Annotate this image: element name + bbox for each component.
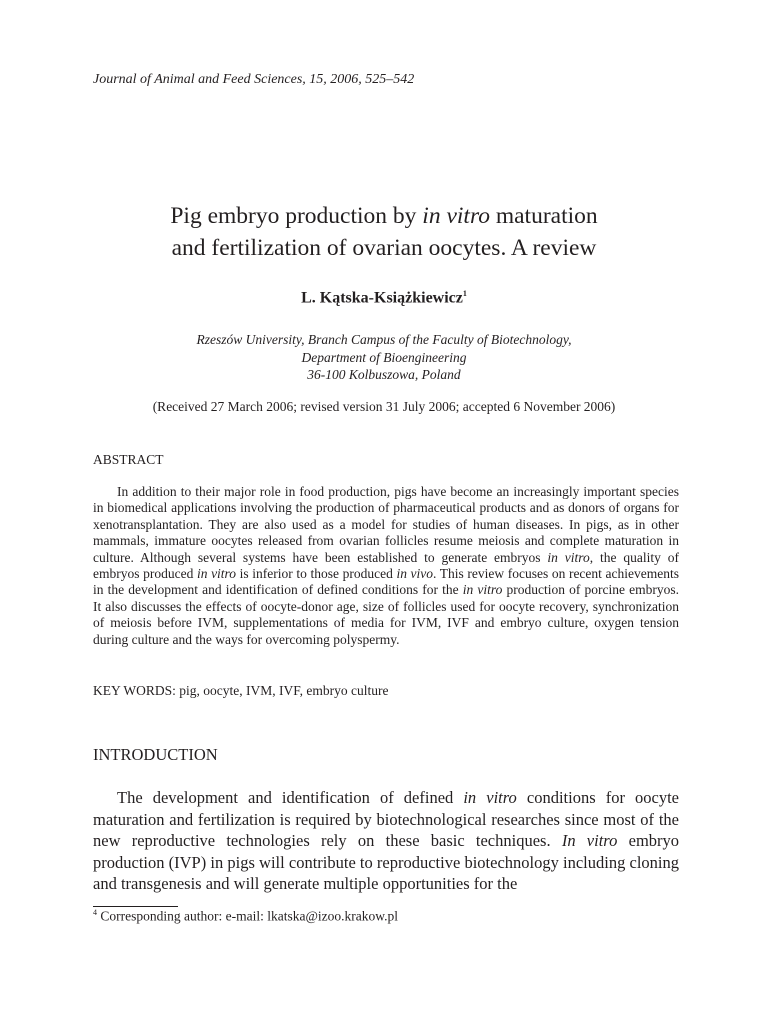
affiliation-line: Department of Bioengineering <box>301 349 467 365</box>
affiliation <box>0 331 768 384</box>
introduction-heading: INTRODUCTION <box>93 745 218 764</box>
intro-italic: In vitro <box>561 831 618 850</box>
author-name: L. Kątska-Książkiewicz <box>301 289 463 307</box>
title-line-1 <box>0 200 768 232</box>
abstract-italic: in vitro <box>196 566 237 582</box>
affiliation-line: Rzeszów University, Branch Campus of the Faculty of Biotechnology, <box>196 332 572 347</box>
affiliation-line: 36-100 Kolbuszowa, Poland <box>307 367 461 382</box>
abstract-text: . This review focuses on recent achievements in the development and identification of defined conditions for the <box>93 566 679 598</box>
intro-text: The development and identification of defined <box>117 788 464 807</box>
journal-citation: Journal of Animal and Feed Sciences, 15, 2006, 525–542 <box>93 72 415 87</box>
title-text: maturation <box>489 203 598 229</box>
title-italic-text: in vitro <box>422 203 490 229</box>
paper-title <box>0 200 768 264</box>
abstract-heading: ABSTRACT <box>93 452 164 467</box>
title-text: Pig embryo production by <box>170 203 423 229</box>
footnote-text: Corresponding author: e-mail: lkatska@izoo.krakow.pl <box>97 908 398 924</box>
abstract-text: production of porcine embryos. It also discusses the effects of oocyte-donor age, size of follicles used for oocyte recovery, synchronization of meiosis before IVM, supplementations of media for IVM, IVF and embryo culture, oxygen tension during culture and the ways for overcoming polyspermy. <box>93 582 679 647</box>
abstract-italic: in vitro <box>547 549 590 565</box>
title-line-2: and fertilization of ovarian oocytes. A review <box>171 235 597 261</box>
footnote-divider <box>93 906 178 907</box>
abstract-paragraph <box>93 484 679 648</box>
intro-text: embryo production (IVP) in pigs will contribute to reproductive biotechnology including cloning and transgenesis and will generate multiple opportunities for the <box>93 831 680 893</box>
abstract-text: is inferior to those produced <box>236 566 397 582</box>
footnote <box>93 908 398 925</box>
footnote-mark: 4 <box>93 908 97 917</box>
intro-text: conditions for oocyte maturation and fertilization is required by biotechnological researches since most of the new reproductive technologies rely on these basic techniques. <box>93 788 680 850</box>
author-line <box>0 289 768 307</box>
abstract-italic: in vitro <box>462 582 503 598</box>
abstract-text: , the quality of embryos produced <box>93 549 680 582</box>
received-dates: (Received 27 March 2006; revised version 31 July 2006; accepted 6 November 2006) <box>152 399 616 414</box>
keywords: KEY WORDS: pig, oocyte, IVM, IVF, embryo culture <box>93 683 389 698</box>
introduction-paragraph <box>93 787 679 895</box>
intro-italic: in vitro <box>463 788 517 807</box>
abstract-italic: in vivo <box>396 566 434 582</box>
abstract-text: In addition to their major role in food production, pigs have become an increasingly important species in biomedical applications involving the production of pharmaceutical products and as donors of organs for xenotransplantation. They are also used as a model for studies of human diseases. In pigs, as in other mammals, immature oocytes released from ovarian follicles resume meiosis and complete maturation in culture. Although several systems have been established to generate embryos <box>93 484 679 565</box>
author-footnote-mark: 1 <box>462 289 467 298</box>
